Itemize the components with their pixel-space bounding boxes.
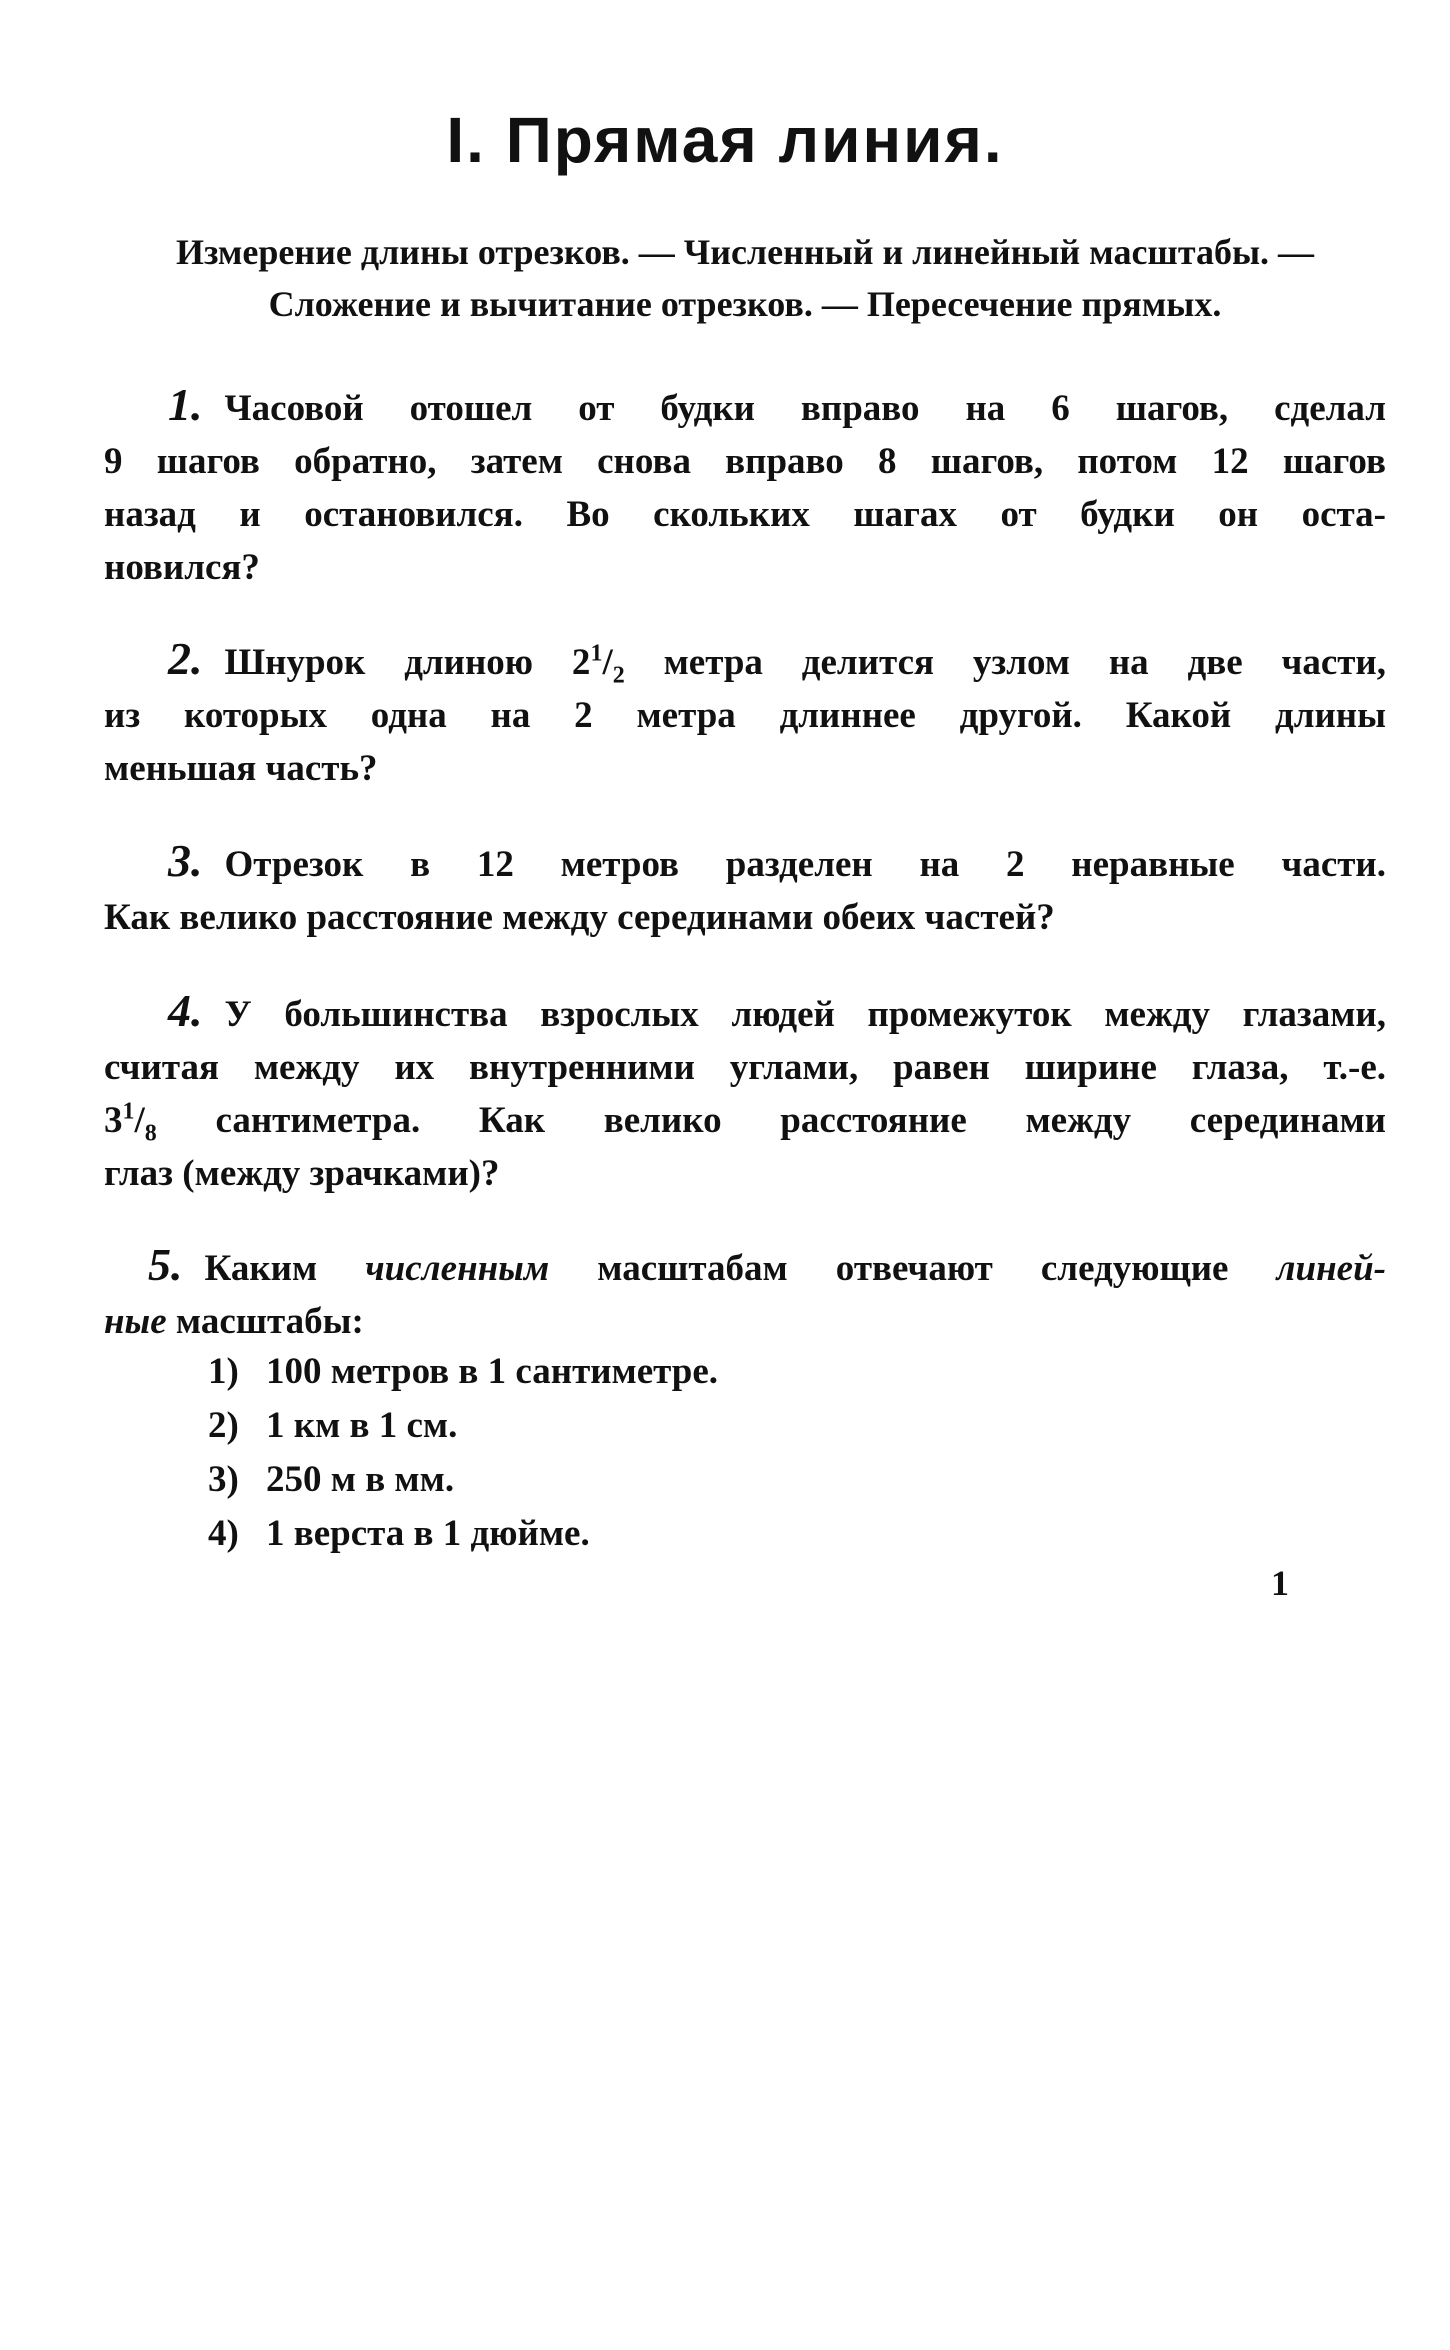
list-index: 2) [208, 1405, 239, 1446]
problem-line: считая между их внутренними углами, равен ширине глаза, т.-е. [104, 1047, 1386, 1088]
problem-line: новился? [104, 547, 260, 588]
problem-line [104, 834, 1386, 891]
list-item [208, 1507, 718, 1561]
problem-text: Каким [204, 1248, 366, 1289]
problem-number: 5. [148, 1239, 183, 1290]
problem-number: 3. [168, 835, 203, 886]
chapter-title: I. Прямая линия. [446, 104, 1004, 176]
list-index: 1) [208, 1351, 239, 1392]
problem-text: Часовой отошел от будки вправо на 6 шагов, сделал [224, 388, 1386, 429]
problem-1 [104, 378, 1386, 594]
problem-4 [104, 984, 1386, 1200]
list-text: 1 верста в 1 дюйме. [266, 1513, 590, 1554]
fraction-denominator: 2 [612, 662, 625, 689]
subtitle-line: Измерение длины отрезков. — Численный и линейный масштабы. — [175, 232, 1315, 272]
problem-line: 9 шагов обратно, затем снова вправо 8 шагов, потом 12 шагов [104, 441, 1386, 482]
italic-term: ные [104, 1301, 167, 1342]
problem-number: 4. [168, 985, 203, 1036]
problem-line: Как велико расстояние между серединами обеих частей? [104, 897, 1055, 938]
list-item [208, 1399, 718, 1453]
problem-line: глаз (между зрачками)? [104, 1153, 500, 1194]
problem-text: масштабы: [166, 1301, 364, 1342]
list-text: 1 км в 1 см. [266, 1405, 458, 1446]
problem-number: 2. [168, 633, 203, 684]
problem-line [104, 378, 1386, 435]
problem-line: из которых одна на 2 метра длиннее другой. Какой длины [104, 695, 1386, 736]
problem-line: меньшая часть? [104, 748, 378, 789]
list-text: 250 м в мм. [266, 1459, 455, 1500]
problem-3 [104, 834, 1386, 944]
list-text: 100 метров в 1 сантиметре. [266, 1351, 719, 1392]
problem-text: масштабам отвечают следующие [549, 1248, 1277, 1289]
list-index: 4) [208, 1513, 239, 1554]
problem-line [104, 984, 1386, 1041]
problem-number: 1. [168, 379, 203, 430]
chapter-subtitle [100, 226, 1390, 330]
problem-text: сантиметра. Как велико расстояние между серединами [156, 1100, 1386, 1141]
problem-line [104, 1295, 1386, 1348]
fraction-denominator: 8 [144, 1120, 157, 1147]
problem-text: метра делится узлом на две части, [624, 642, 1387, 683]
list-item [208, 1453, 718, 1507]
problem-5 [104, 1238, 1386, 1348]
subtitle-line: Сложение и вычитание отрезков. — Пересечение прямых. [268, 284, 1222, 324]
problem-line: назад и остановился. Во скольких шагах от будки он оста- [104, 494, 1386, 535]
problem-2 [104, 632, 1386, 795]
problem-text: 3 [104, 1100, 123, 1141]
problem-line [104, 632, 1386, 689]
italic-term: линей- [1276, 1248, 1386, 1289]
list-index: 3) [208, 1459, 239, 1500]
problem-text: Отрезок в 12 метров разделен на 2 неравные части. [224, 844, 1386, 885]
problem-text: У большинства взрослых людей промежуток между глазами, [224, 994, 1386, 1035]
fraction-slash: / [134, 1100, 145, 1141]
scales-list [208, 1345, 718, 1561]
problem-text: Шнурок длиною 2 [224, 642, 591, 683]
italic-term: численным [365, 1248, 550, 1289]
fraction-slash: / [602, 642, 613, 683]
fraction-numerator: 1 [122, 1098, 135, 1125]
fraction-numerator: 1 [590, 640, 603, 667]
problem-line [104, 1094, 1386, 1147]
page-number: 1 [1271, 1563, 1289, 1603]
problem-line [104, 1238, 1386, 1295]
list-item [208, 1345, 718, 1399]
